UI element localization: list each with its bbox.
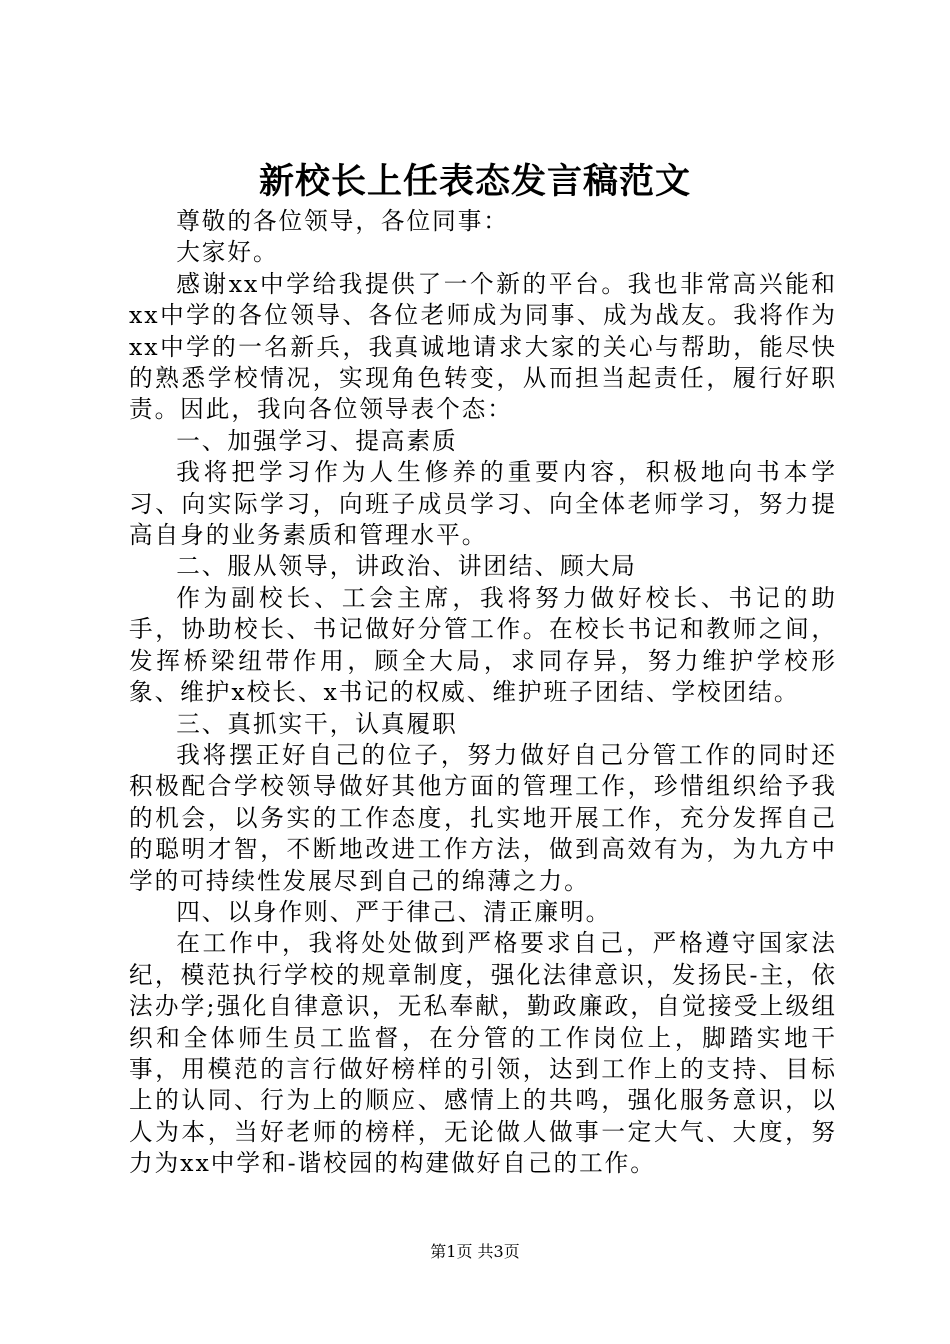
salutation-paragraph: 尊敬的各位领导，各位同事： (176, 207, 509, 235)
section-heading-1: 一、加强学习、提高素质 (176, 426, 458, 455)
section-heading-4: 四、以身作则、严于律己、清正廉明。 (176, 897, 612, 926)
section-heading-2: 二、服从领导，讲政治、讲团结、顾大局 (176, 552, 637, 581)
section-paragraph-1: 我将把学习作为人生修养的重要内容，积极地向书本学习、向实际学习，向班子成员学习、向全体老师学习，努力提高自身的业务素质和管理水平。 (129, 458, 837, 550)
section-paragraph-4: 在工作中，我将处处做到严格要求自己，严格遵守国家法纪，模范执行学校的规章制度，强化法律意识，发扬民-主，依法办学;强化自律意识，无私奉献，勤政廉政，自觉接受上级组织和全体师生员工监督，在分管的工作岗位上，脚踏实地干事，用模范的言行做好榜样的引领，达到工作上的支持、目标上的认同、行为上的顺应、感情上的共鸣，强化服务意识，以人为本，当好老师的榜样，无论做人做事一定大气、大度，努力为xx中学和-谐校园的构建做好自己的工作。 (129, 929, 837, 1178)
document-title: 新校长上任表态发言稿范文 (258, 161, 691, 202)
page-number-footer: 第1页 共3页 (430, 1242, 520, 1261)
section-paragraph-3: 我将摆正好自己的位子，努力做好自己分管工作的同时还积极配合学校领导做好其他方面的管理工作，珍惜组织给予我的机会，以务实的工作态度，扎实地开展工作，充分发挥自己的聪明才智，不断地改进工作方法，做到高效有为，为九方中学的可持续性发展尽到自己的绵薄之力。 (129, 740, 837, 895)
document-body (129, 206, 837, 1180)
greeting-paragraph: 大家好。 (176, 238, 279, 267)
section-paragraph-2: 作为副校长、工会主席，我将努力做好校长、书记的助手，协助校长、书记做好分管工作。在校长书记和教师之间，发挥桥梁纽带作用，顾全大局，求同存异，努力维护学校形象、维护x校长、x书记的权威、维护班子团结、学校团结。 (129, 583, 837, 707)
intro-paragraph: 感谢xx中学给我提供了一个新的平台。我也非常高兴能和xx中学的各位领导、各位老师成为同事、成为战友。我将作为xx中学的一名新兵，我真诚地请求大家的关心与帮助，能尽快的熟悉学校情况，实现角色转变，从而担当起责任，履行好职责。因此，我向各位领导表个态： (129, 269, 837, 424)
section-heading-3: 三、真抓实干，认真履职 (176, 709, 458, 738)
